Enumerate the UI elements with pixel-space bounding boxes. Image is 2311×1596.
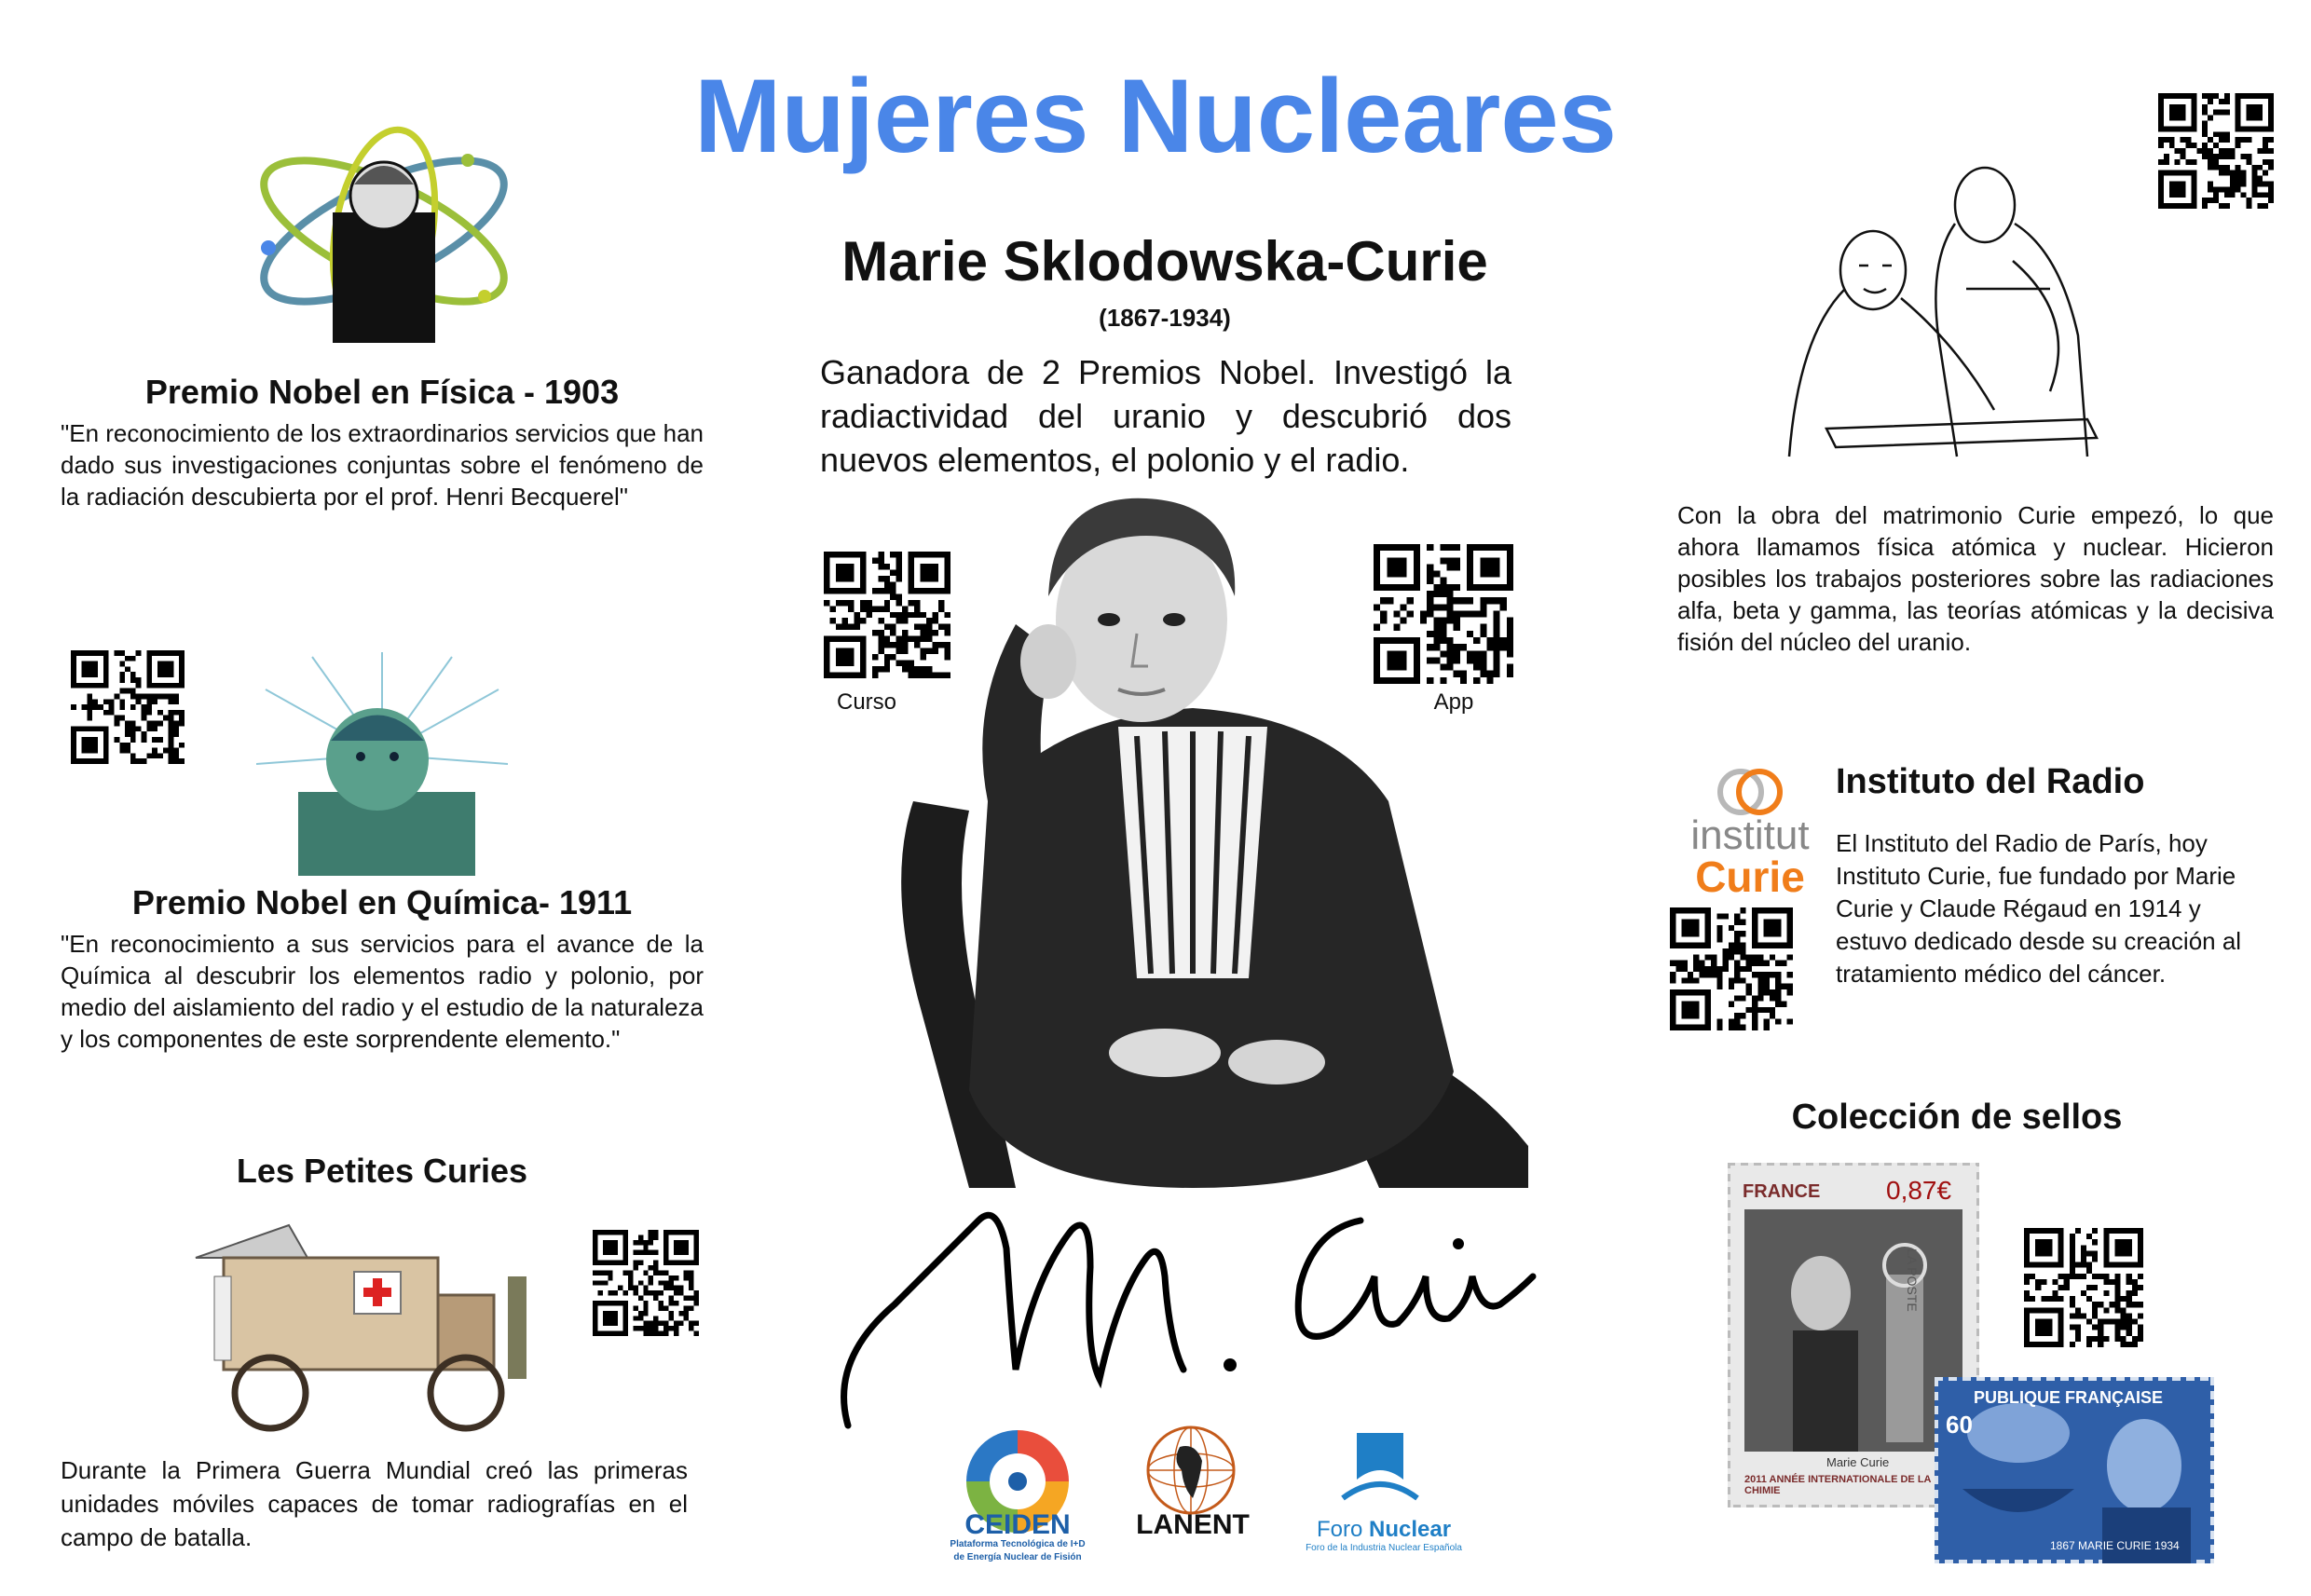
stamp2-value: 60: [1946, 1411, 1973, 1439]
petites-title: Les Petites Curies: [236, 1152, 528, 1190]
foro-nuclear-logo-sub: Foro de la Industria Nuclear Española: [1306, 1543, 1462, 1553]
marie-curie-portrait: [857, 494, 1528, 1188]
ceiden-logo-name: CEIDEN: [964, 1509, 1071, 1540]
person-name: Marie Sklodowska-Curie: [841, 230, 1488, 293]
qr-code-physics[interactable]: [71, 650, 185, 764]
qr-code-petites[interactable]: [593, 1230, 699, 1336]
person-years: (1867-1934): [1099, 304, 1231, 332]
qr-code-institute[interactable]: [1670, 907, 1793, 1030]
curie-signature: [839, 1165, 1547, 1444]
qr-app-label: App: [1433, 689, 1474, 715]
chemistry-portrait-image: [256, 652, 508, 876]
foro-nuclear-logo-text: [1300, 1517, 1468, 1543]
nuclear-word: Nuclear: [1368, 1517, 1452, 1542]
radiology-car-illustration: [186, 1221, 540, 1435]
lanent-globe-logo: [1144, 1424, 1238, 1517]
stamp2-country: PUBLIQUE FRANÇAISE: [1974, 1388, 2164, 1407]
stamps-title: Colección de sellos: [1791, 1098, 2123, 1137]
qr-curso-label: Curso: [836, 689, 897, 715]
stamp1-country: FRANCE: [1743, 1181, 1821, 1202]
institut-curie-logo-top: institut: [1690, 812, 1810, 858]
institute-text: El Instituto del Radio de París, hoy Instituto Curie, fue fundado por Marie Curie y Claude Régaud en 1914 y estuvo dedicado desde su creación al tratamiento médico del cáncer.: [1836, 829, 2242, 988]
person-intro: Ganadora de 2 Premios Nobel. Investigó la radiactividad del uranio y descubrió dos nuevos elementos, el polonio y el radio.: [820, 353, 1511, 479]
petites-text: Durante la Primera Guerra Mundial creó las primeras unidades móviles capaces de tomar radiografías en el campo de batalla.: [61, 1456, 688, 1551]
foro-word: Foro: [1316, 1517, 1363, 1542]
chemistry-title: Premio Nobel en Química- 1911: [131, 883, 633, 921]
institut-curie-rings-icon: [1713, 764, 1787, 820]
stamp2-bottom: 1867 MARIE CURIE 1934: [2050, 1539, 2180, 1552]
stamp1-caption: Marie Curie: [1826, 1455, 1890, 1469]
qr-code-marriage[interactable]: [2158, 93, 2274, 209]
stamp1-value: 0,87€: [1886, 1176, 1952, 1205]
marriage-text: Con la obra del matrimonio Curie empezó, lo que ahora llamamos física atómica y nuclear. Hicieron posibles los trabajos posteriores sobre las radiaciones alfa, beta y gamma, las teorías atómicas y la decisiva fisión del núcleo del uranio.: [1677, 501, 2274, 656]
stamp1-side-text: LA POSTE: [1905, 1248, 1920, 1312]
stamp1-bottom: 2011 ANNÉE INTERNATIONALE DE LA CHIMIE: [1744, 1474, 1932, 1496]
ceiden-logo-sub1: Plataforma Tecnológica de I+D: [950, 1539, 1086, 1549]
institute-title: Instituto del Radio: [1836, 762, 2145, 801]
chemistry-text: "En reconocimiento a sus servicios para el avance de la Química al descubrir los elementos radio y polonio, por medio del aislamiento del radio y el estudio de la naturaleza y los componentes de este sorprendente elemento.": [61, 930, 704, 1053]
qr-code-stamps[interactable]: [2024, 1228, 2143, 1347]
lanent-logo-name: LANENT: [1136, 1509, 1250, 1540]
foro-nuclear-logo-icon: [1338, 1424, 1422, 1507]
physics-title: Premio Nobel en Física - 1903: [144, 373, 620, 411]
curie-couple-sketch: [1771, 149, 2134, 466]
atom-portrait-image: [244, 119, 524, 343]
institut-curie-logo-bottom: Curie: [1695, 853, 1805, 901]
ceiden-logo-sub2: de Energía Nuclear de Fisión: [953, 1552, 1082, 1562]
page-title: Mujeres Nucleares: [694, 58, 1617, 174]
physics-text: "En reconocimiento de los extraordinarios servicios que han dado sus investigaciones conjuntas sobre el fenómeno de la radiación descubierta por el prof. Henri Becquerel": [61, 419, 704, 511]
